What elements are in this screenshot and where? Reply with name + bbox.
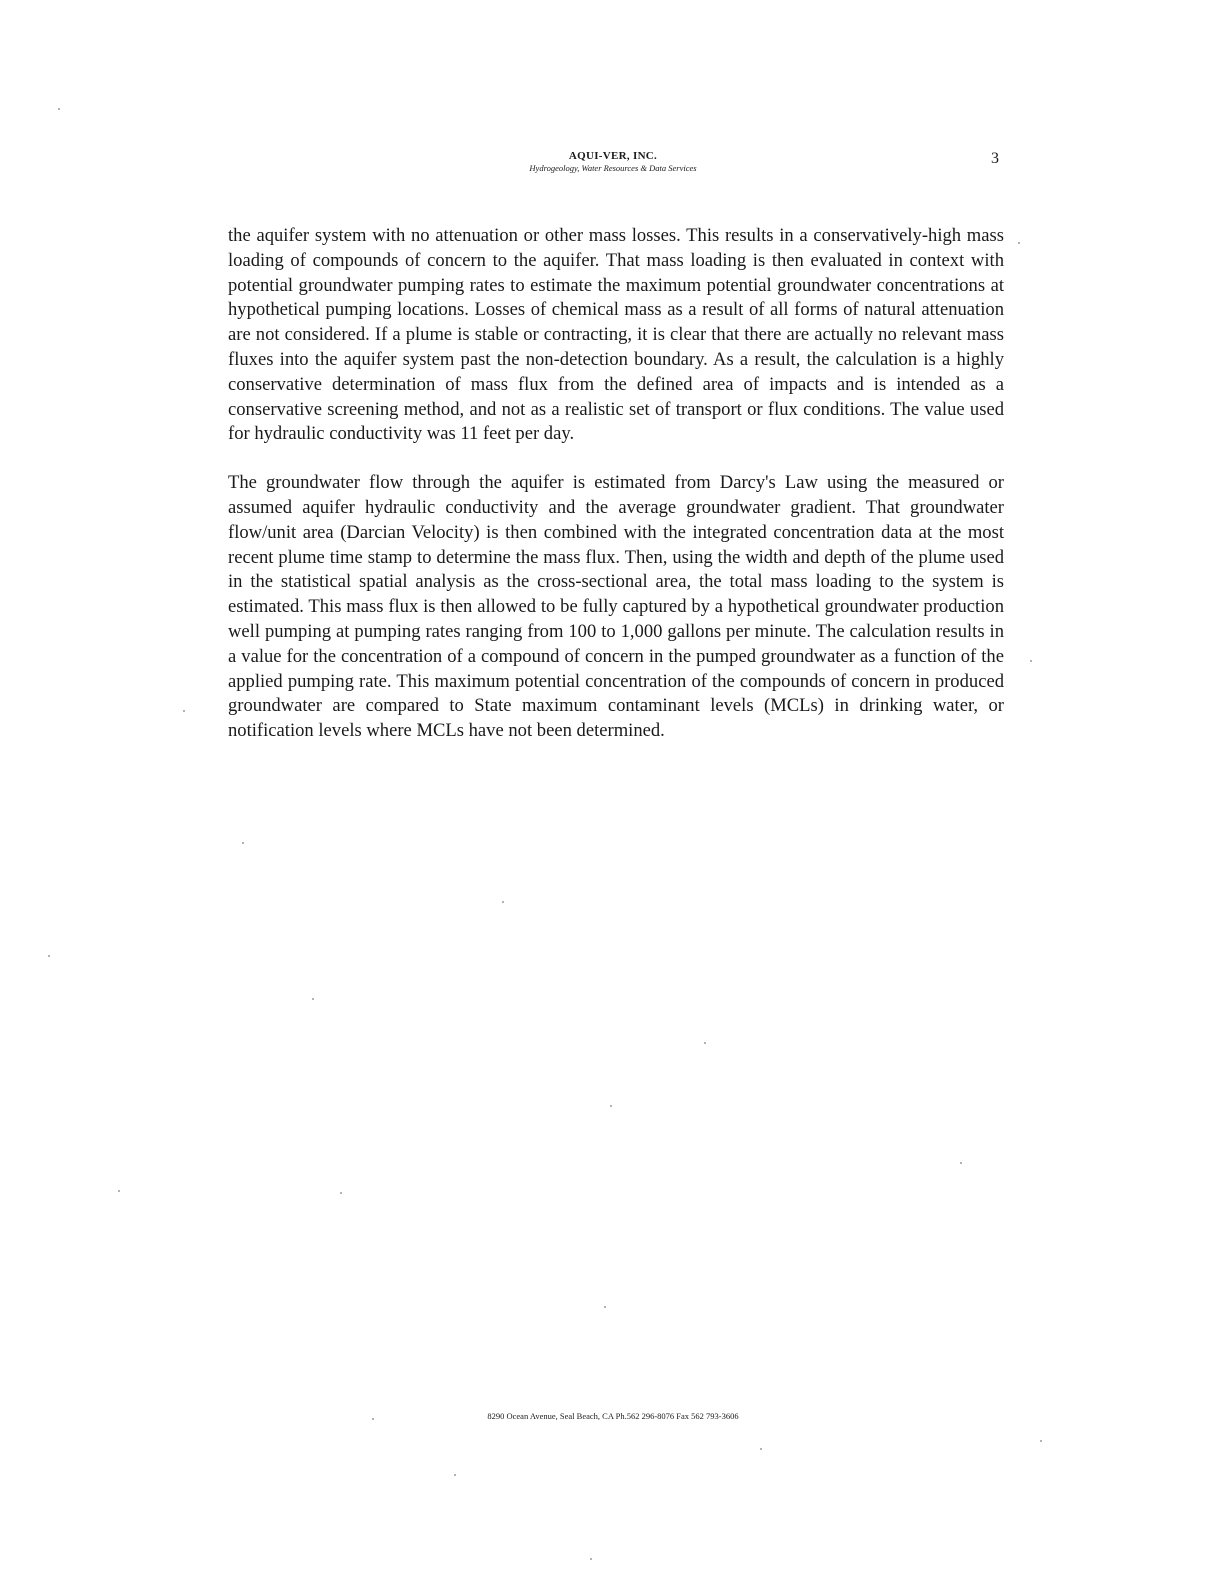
scan-speck [704, 1042, 706, 1044]
scan-speck [760, 1448, 762, 1450]
scan-speck [1030, 660, 1032, 662]
scan-speck [312, 998, 314, 1000]
company-tagline: Hydrogeology, Water Resources & Data Services [529, 163, 697, 173]
scan-speck [340, 1192, 342, 1194]
footer-address: 8290 Ocean Avenue, Seal Beach, CA Ph.562 296-8076 Fax 562 793-3606 [487, 1411, 739, 1421]
paragraph-2: The groundwater flow through the aquifer is estimated from Darcy's Law using the measured or assumed aquifer hydraulic conductivity and the average groundwater gradient. That groundwater flow/unit area (Darcian Velocity) is then combined with the integrated concentration data at the most recent plume time stamp to determine the mass flux. Then, using the width and depth of the plume used in the statistical spatial analysis as the cross-sectional area, the total mass loading to the system is estimated. This mass flux is then allowed to be fully captured by a hypothetical groundwater production well pumping at pumping rates ranging from 100 to 1,000 gallons per minute. The calculation results in a value for the concentration of a compound of concern in the pumped groundwater as a function of the applied pumping rate. This maximum potential concentration of the compounds of concern in produced groundwater are compared to State maximum contaminant levels (MCLs) in drinking water, or notification levels where MCLs have not been determined. [228, 472, 1004, 742]
paragraph-1: the aquifer system with no attenuation or other mass losses. This results in a conservatively-high mass loading of compounds of concern to the aquifer. That mass loading is then evaluated in context with potential groundwater pumping rates to estimate the maximum potential groundwater concentrations at hypothetical pumping locations. Losses of chemical mass as a result of all forms of natural attenuation are not considered. If a plume is stable or contracting, it is clear that there are actually no relevant mass fluxes into the aquifer system past the non-detection boundary. As a result, the calculation is a highly conservative determination of mass flux from the defined area of impacts and is intended as a conservative screening method, and not as a realistic set of transport or flux conditions. The value used for hydraulic conductivity was 11 feet per day. [228, 225, 1004, 445]
scan-speck [118, 1190, 120, 1192]
scan-speck [590, 1558, 592, 1560]
scan-speck [1040, 1440, 1042, 1442]
page-number: 3 [991, 150, 999, 167]
scan-speck [960, 1162, 962, 1164]
scan-speck [58, 108, 60, 110]
scan-speck [604, 1306, 606, 1308]
scan-speck [1018, 242, 1020, 244]
scan-speck [502, 901, 504, 903]
scan-speck [183, 710, 185, 712]
scan-speck [372, 1418, 374, 1420]
scan-speck [610, 1105, 612, 1107]
company-name: AQUI-VER, INC. [568, 150, 658, 162]
scan-speck [242, 842, 244, 844]
scan-speck [454, 1474, 456, 1476]
scan-speck [48, 955, 50, 957]
letterhead [0, 150, 1226, 174]
body-text [228, 224, 1004, 744]
